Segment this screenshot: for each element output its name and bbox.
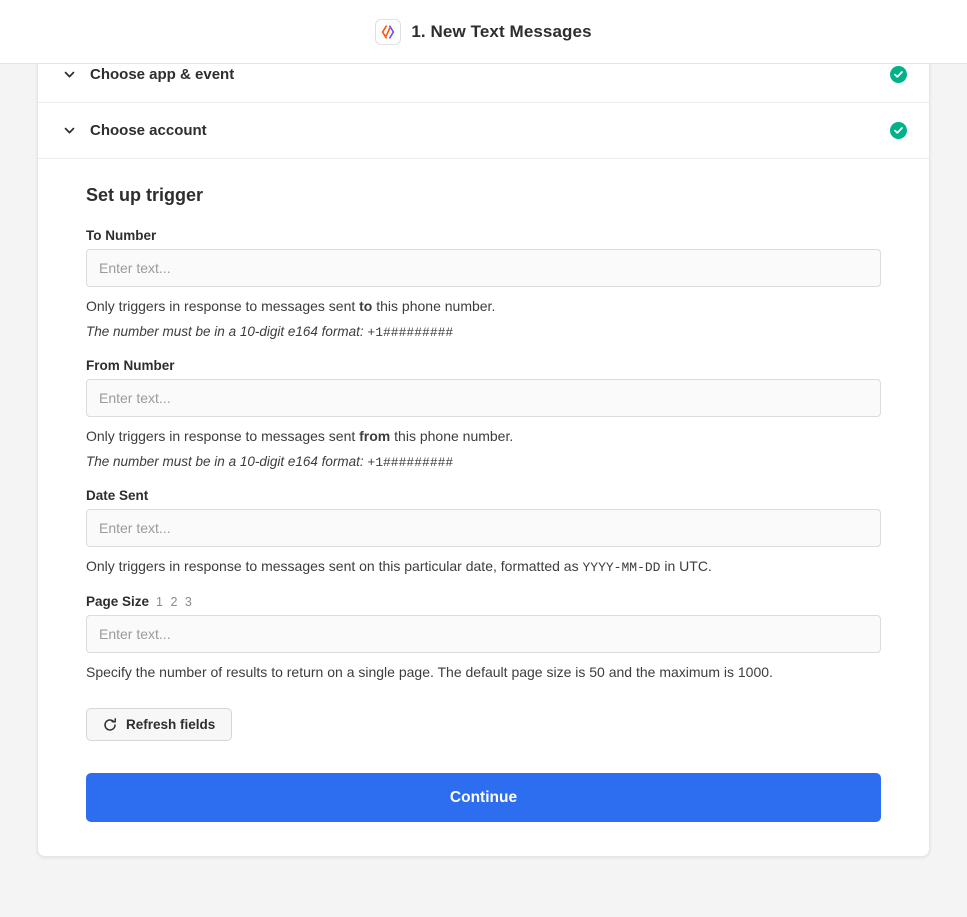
- field-to-number: [86, 228, 881, 340]
- check-circle-icon: [890, 122, 907, 139]
- refresh-fields-label: Refresh fields: [126, 717, 216, 733]
- zap-app-icon: [375, 19, 401, 45]
- chevron-down-icon[interactable]: [58, 120, 80, 142]
- setup-trigger-form: [38, 159, 929, 856]
- field-from-number: [86, 358, 881, 470]
- note-code: +1#########: [367, 454, 454, 470]
- help-emphasis: from: [359, 427, 391, 444]
- section-choose-account-label: Choose account: [90, 122, 207, 139]
- field-label-text: Date Sent: [86, 487, 149, 503]
- field-label-text: From Number: [86, 357, 175, 373]
- field-label: [86, 488, 881, 503]
- field-format-note: [86, 454, 881, 470]
- page-size-input[interactable]: [86, 615, 881, 653]
- field-format-note: [86, 324, 881, 340]
- section-choose-app[interactable]: [38, 64, 929, 103]
- field-label: [86, 228, 881, 243]
- check-circle-icon: [890, 66, 907, 83]
- help-suffix: this phone number.: [372, 298, 496, 314]
- field-label-text: Page Size: [86, 594, 150, 610]
- trigger-step-card: [37, 64, 930, 857]
- help-prefix: Only triggers in response to messages sent on this particular date, formatted as: [86, 557, 583, 574]
- refresh-fields-button[interactable]: [86, 708, 232, 741]
- field-label-text: To Number: [86, 228, 157, 243]
- help-emphasis: to: [359, 298, 373, 314]
- field-help-text: [86, 557, 881, 577]
- window-header: [0, 0, 967, 64]
- zap-editor-canvas: [0, 64, 967, 917]
- help-suffix: in UTC.: [660, 557, 712, 574]
- date-sent-input[interactable]: [86, 509, 881, 547]
- from-number-input[interactable]: [86, 379, 881, 417]
- note-prefix: The number must be in a 10-digit e164 format:: [86, 323, 368, 339]
- page-title: 1. New Text Messages: [411, 21, 592, 41]
- help-code: YYYY-MM-DD: [582, 559, 661, 575]
- field-help-text: [86, 427, 881, 446]
- field-help-text: Specify the number of results to return on a single page. The default page size is 50 and the maximum is 1000.: [86, 664, 773, 681]
- field-date-sent: [86, 488, 881, 577]
- help-suffix: this phone number.: [390, 427, 514, 444]
- form-heading: Set up trigger: [86, 185, 204, 205]
- field-label-hint: 1 2 3: [156, 595, 194, 610]
- note-code: +1#########: [367, 324, 454, 340]
- field-help-text: [86, 297, 881, 316]
- field-page-size: [86, 594, 881, 682]
- continue-button[interactable]: [86, 773, 881, 822]
- refresh-icon: [103, 718, 117, 732]
- field-label: [86, 594, 881, 609]
- section-choose-account[interactable]: [38, 103, 929, 159]
- to-number-input[interactable]: [86, 249, 881, 287]
- help-prefix: Only triggers in response to messages sent: [86, 427, 360, 444]
- help-prefix: Only triggers in response to messages sent: [86, 298, 360, 314]
- field-label: [86, 358, 881, 373]
- continue-button-label: Continue: [449, 788, 518, 806]
- section-choose-app-label: Choose app & event: [90, 66, 235, 83]
- note-prefix: The number must be in a 10-digit e164 format:: [86, 453, 368, 469]
- chevron-down-icon[interactable]: [58, 64, 80, 86]
